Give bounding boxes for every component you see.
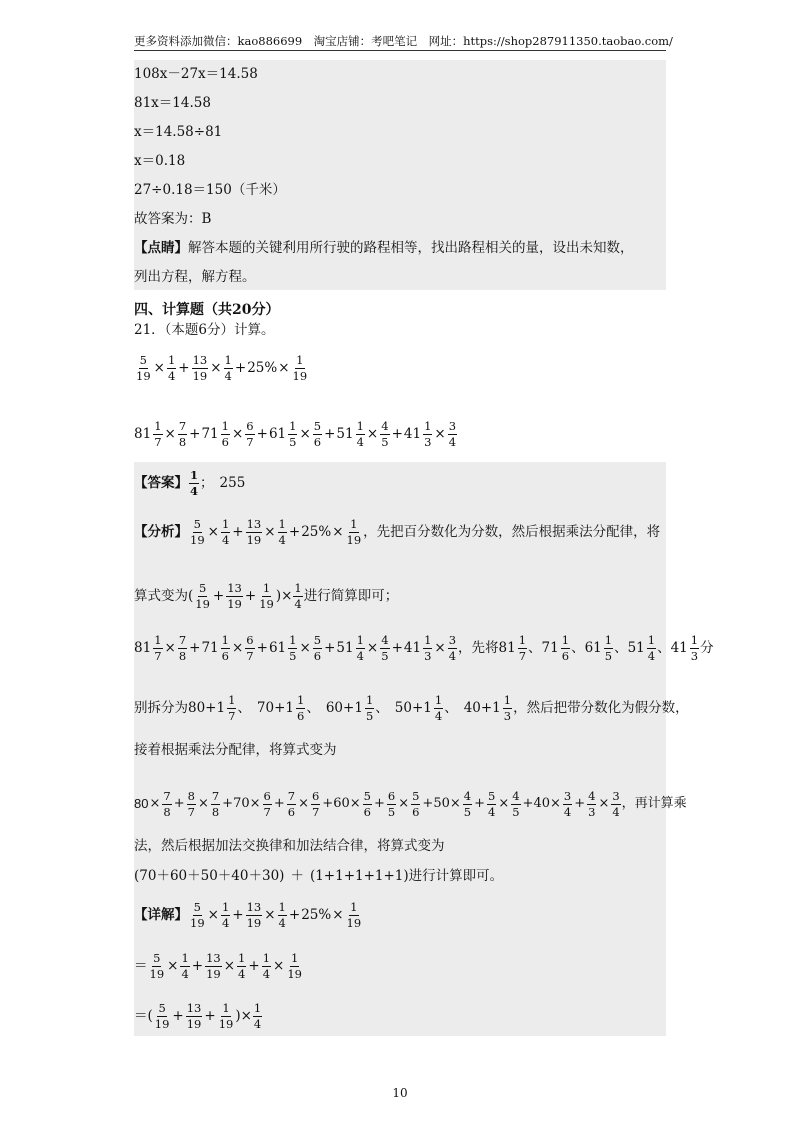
analysis-line-3: 81 $\frac{1}{7}$ × $\frac{7}{8}$ + 71 $\frac{1}{6}$ × $\frac{6}{7}$ + 61 $\frac{1}{5}$ × $\frac{5}{6}$ + 51 $\frac{1}{4}$ × $\frac{4}{5}$ + 41 $\frac{1}{3}$ × $\frac{3}{4}$ ，先将 81 $\frac{1}{7}$ 、 71 $\frac{1}{6}$ 、 61 $\frac{1}{5}$ 、 51 $\frac{1}{4}$ 、 41 $\frac{1}{3}$ 分 — [134, 632, 714, 663]
mixed-number: 41 $\frac{1}{3}$ — [403, 418, 432, 449]
solution-line: 27÷0.18＝150（千米） — [134, 182, 286, 198]
analysis-line-8 — [134, 866, 503, 886]
page-header: 更多资料添加微信：kao886699 淘宝店铺：考吧笔记 网址：https://shop287911350.taobao.com/ — [134, 34, 673, 48]
mixed-number: 51 $\frac{1}{4}$ — [336, 418, 364, 449]
analysis-text: ，先将 — [458, 640, 499, 656]
comment-tag: 【点睛】 — [134, 240, 188, 256]
analysis-line-7: 法，然后根据加法交换律和加法结合律，将算式变为 — [134, 838, 445, 854]
analysis-text: 分 — [700, 640, 714, 656]
mixed-number: 81 $\frac{1}{7}$ — [134, 418, 162, 449]
answer-separator: ； — [200, 475, 214, 491]
fraction: $\frac{1}{4}$ — [190, 467, 199, 498]
analysis-text: ，先把百分数化为分数，然后根据乘法分配律，将 — [363, 524, 661, 540]
fraction: $\frac{1}{4}$ — [224, 352, 232, 383]
detail-line-3: ＝( $\frac{5}{19}$ + $\frac{13}{19}$ + $\frac{1}{19}$ )× $\frac{1}{4}$ — [134, 1000, 262, 1031]
analysis-line-4: 别拆分为 80+1 $\frac{1}{7}$ 、 70+1 $\frac{1}{6}$ 、 60+1 $\frac{1}{5}$ 、 50+1 $\frac{1}{4}$ 、 40+1 $\frac{1}{3}$ ，然后把带分数化为假分数， — [134, 692, 689, 723]
fraction: $\frac{13}{19}$ — [192, 352, 208, 383]
detail-label: 【详解】 — [134, 907, 188, 923]
analysis-line-1: 【分析】 $\frac{5}{19}$ × $\frac{1}{4}$ + $\frac{13}{19}$ × $\frac{1}{4}$ + 25% × $\frac{1}{19}$ ，先把百分数化为分数，然后根据乘法分配律，将 — [134, 516, 661, 547]
solution-line: 故答案为：B — [134, 211, 212, 227]
detail-line-1: 【详解】 $\frac{5}{19}$ × $\frac{1}{4}$ + $\frac{13}{19}$ × $\frac{1}{4}$ + 25% × $\frac{1}{19}$ — [134, 899, 362, 930]
comment-line-2: 列出方程，解方程。 — [134, 269, 256, 285]
detail-line-2: ＝ $\frac{5}{19}$ × $\frac{1}{4}$ + $\frac{13}{19}$ × $\frac{1}{4}$ + $\frac{1}{4}$ × $\frac{1}{19}$ — [134, 950, 302, 981]
analysis-text: (1+1+1+1+1) — [309, 868, 409, 884]
analysis-text: 算式变为 — [134, 588, 188, 604]
problem-expression-2: 81 $\frac{1}{7}$ × $\frac{7}{8}$ + 71 $\frac{1}{6}$ × $\frac{6}{7}$ + 61 $\frac{1}{5}$ × $\frac{5}{6}$ + 51 $\frac{1}{4}$ × $\frac{4}{5}$ + 41 $\frac{1}{3}$ × $\frac{3}{4}$ — [134, 418, 457, 449]
analysis-label: 【分析】 — [134, 524, 188, 540]
fraction: $\frac{1}{19}$ — [292, 352, 308, 383]
fraction: $\frac{5}{19}$ — [136, 352, 151, 383]
analysis-text: 进行计算即可。 — [408, 868, 504, 884]
answer-label: 【答案】 — [134, 475, 188, 491]
analysis-text: ＋ — [290, 868, 304, 884]
header-rule — [134, 50, 666, 51]
question-title: 21．（本题6分）计算。 — [134, 322, 275, 338]
solution-line: 108x－27x＝14.58 — [134, 66, 258, 82]
section-title: 四、计算题（共20分） — [134, 302, 280, 318]
problem-expression-1: $\frac{5}{19}$ × $\frac{1}{4}$ + $\frac{13}{19}$ × $\frac{1}{4}$ + 25% × $\frac{1}{19}$ — [136, 352, 308, 383]
answer-line — [134, 466, 245, 500]
analysis-text: ，然后把带分数化为假分数， — [513, 700, 689, 716]
comment-line-1 — [134, 238, 634, 258]
analysis-line-6: 80 × $\frac{7}{8}$ + $\frac{8}{7}$ × $\frac{7}{8}$ +70× $\frac{6}{7}$ + $\frac{7}{6}$ × $\frac{6}{7}$ +60× $\frac{5}{6}$ + $\frac{6}{5}$ × $\frac{5}{6}$ +50× $\frac{4}{5}$ + $\frac{5}{4}$ × $\frac{4}{5}$ +40× $\frac{3}{4}$ + $\frac{4}{3}$ × $\frac{3}{4}$ ，再计算乘 — [134, 788, 687, 819]
analysis-text: 别拆分为 — [134, 700, 188, 716]
comment-text: 解答本题的关键利用所行驶的路程相等，找出路程相关的量，设出未知数， — [188, 240, 634, 256]
page-number: 10 — [392, 1086, 408, 1100]
solution-line: 81x＝14.58 — [134, 95, 211, 111]
fraction: $\frac{1}{4}$ — [167, 352, 176, 383]
mixed-number: 61 $\frac{1}{5}$ — [268, 418, 297, 449]
analysis-text: ，再计算乘 — [621, 796, 687, 811]
answer-value: 255 — [219, 475, 246, 491]
analysis-line-2: 算式变为 ( $\frac{5}{19}$ + $\frac{13}{19}$ + $\frac{1}{19}$ )× $\frac{1}{4}$ 进行简算即可； — [134, 580, 399, 611]
analysis-line-5: 接着根据乘法分配律，将算式变为 — [134, 742, 337, 758]
analysis-text: 进行简算即可； — [303, 588, 399, 604]
mixed-number: 71 $\frac{1}{6}$ — [201, 418, 229, 449]
solution-line: x＝14.58÷81 — [134, 124, 223, 140]
solution-line: x＝0.18 — [134, 153, 186, 169]
analysis-text: (70＋60＋50＋40＋30) — [134, 868, 285, 884]
